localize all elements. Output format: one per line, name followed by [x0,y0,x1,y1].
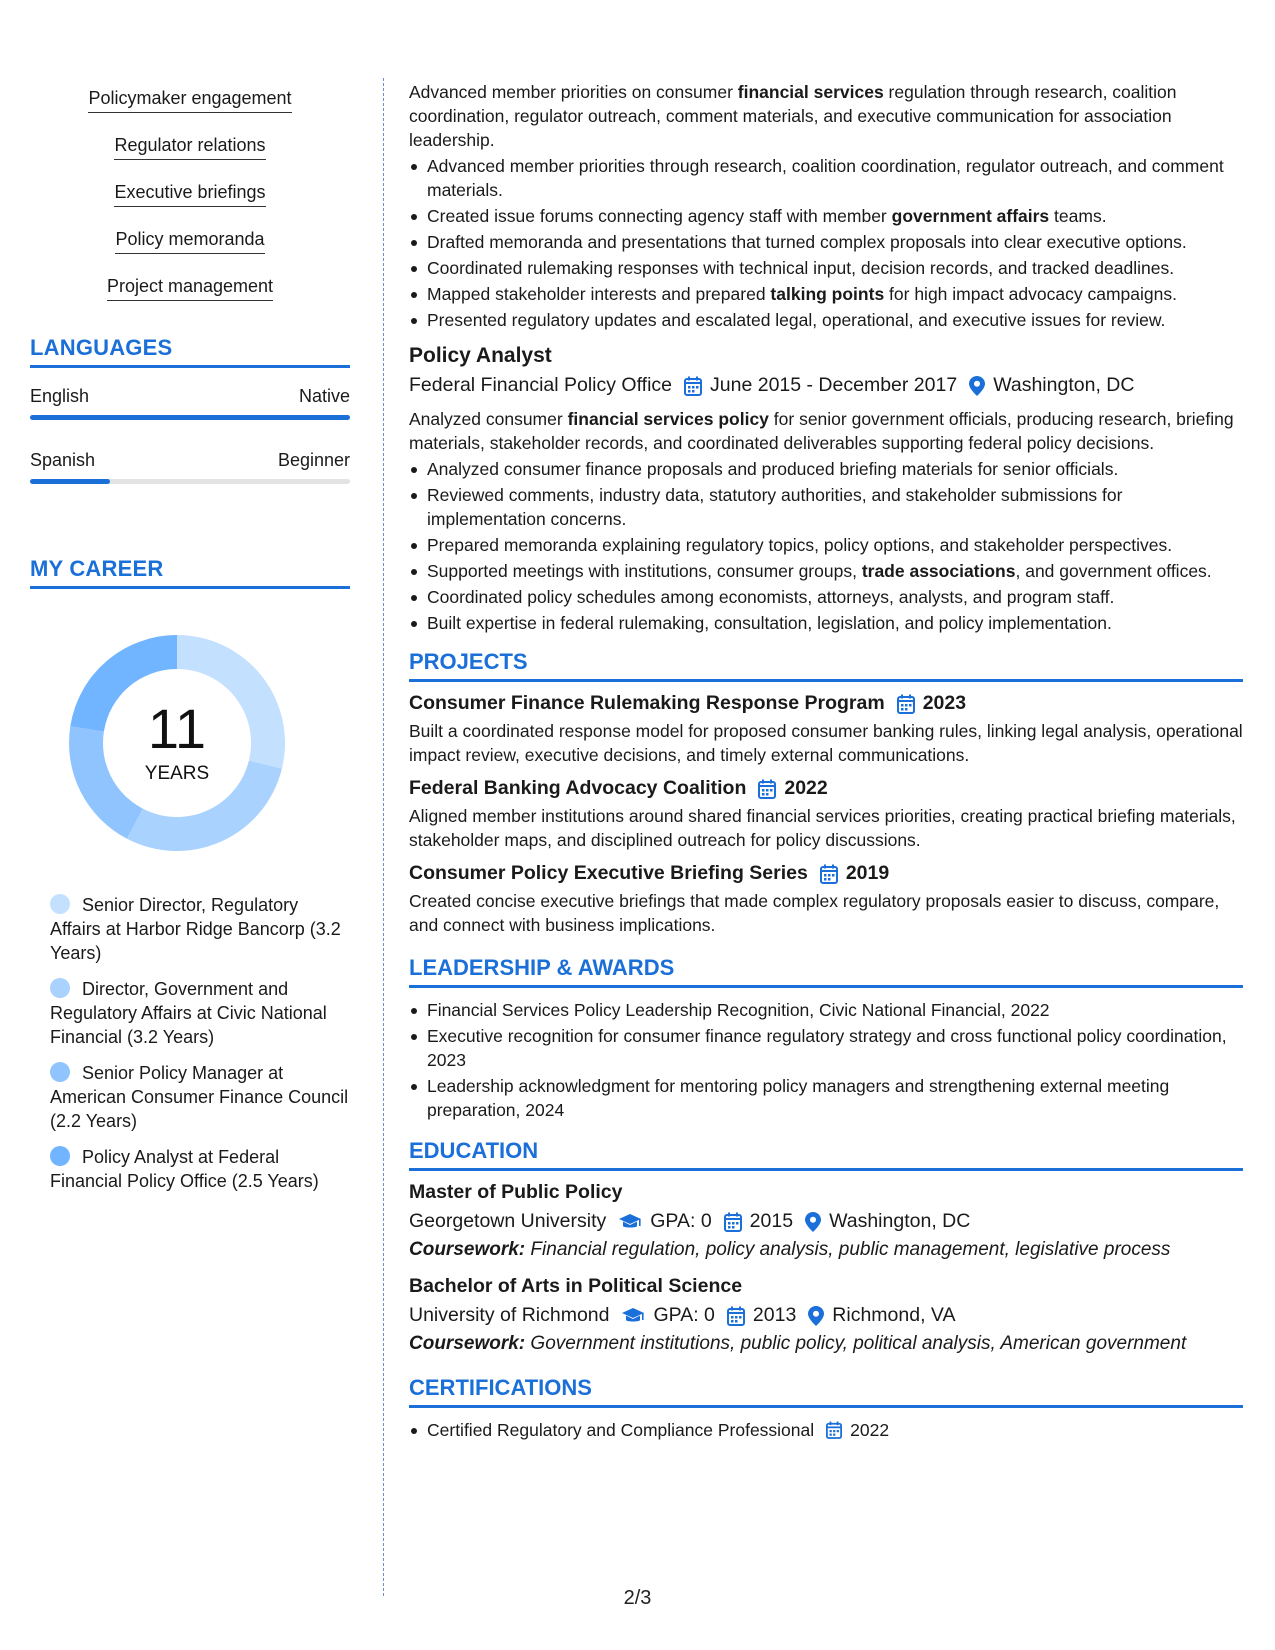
degree-title: Master of Public Policy [409,1181,623,1203]
graduation-year: 2013 [752,1304,797,1326]
awards-list [409,998,1243,1122]
project-title: Consumer Finance Rulemaking Response Program [409,692,885,714]
education-item [409,1181,1243,1261]
page-number: 2/3 [623,1587,652,1609]
coursework [409,1333,1243,1355]
calendar-icon [897,694,915,714]
calendar-icon [684,376,702,396]
calendar-icon [727,1306,745,1326]
bullet: Coordinated policy schedules among economists, attorneys, analysts, and program staff. [409,585,1243,609]
coursework-text: Financial regulation, policy analysis, public management, legislative process [525,1239,1171,1260]
legend-item [50,977,350,1049]
certification-item [409,1418,1243,1442]
education-heading: EDUCATION [409,1138,1243,1171]
bullet: Presented regulatory updates and escalated legal, operational, and executive issues for review. [409,308,1243,332]
left-column [30,80,350,1205]
project-year: 2019 [845,862,890,884]
legend-item [50,893,350,965]
job-org: Federal Financial Policy Office [409,374,673,396]
language-item [30,386,350,420]
job-summary [409,407,1243,455]
coursework-label: Coursework: [409,1333,526,1354]
project-item [409,777,1243,852]
certification-year: 2022 [850,1420,890,1440]
job-location: Washington, DC [993,374,1135,396]
legend-label: Director, Government and Regulatory Affairs at Civic National Financial (3.2 Years) [50,979,327,1047]
gpa: GPA: 0 [653,1304,715,1326]
language-level-fill [30,479,110,484]
bullet: Built expertise in federal rulemaking, consultation, legislation, and policy implementation. [409,611,1243,635]
career-donut-chart [63,629,291,857]
legend-dot [50,978,70,998]
graduation-year: 2015 [749,1210,794,1232]
award-item: Executive recognition for consumer finance regulatory strategy and cross functional policy coordination, 2023 [409,1024,1243,1072]
bullet [409,282,1243,306]
language-level: Beginner [277,450,350,470]
awards-heading: LEADERSHIP & AWARDS [409,955,1243,988]
calendar-icon [826,1421,842,1439]
language-name: Spanish [30,450,96,470]
text-bold: trade associations [861,561,1016,581]
right-column [409,80,1243,1444]
graduation-cap-icon [618,1213,642,1231]
language-level: Native [298,386,350,406]
legend-label: Senior Director, Regulatory Affairs at Harbor Ridge Bancorp (3.2 Years) [50,895,341,963]
text: Analyzed consumer [409,409,568,429]
text: teams. [1049,206,1107,226]
degree-title: Bachelor of Arts in Political Science [409,1275,743,1297]
bullet [409,204,1243,228]
text: Supported meetings with institutions, consumer groups, [427,561,862,581]
graduation-cap-icon [621,1307,645,1325]
education-meta [409,1304,1243,1327]
project-title: Consumer Policy Executive Briefing Series [409,862,808,884]
certifications-list [409,1418,1243,1442]
job-summary [409,80,1243,152]
text: for high impact advocacy campaigns. [884,284,1177,304]
job-meta [409,374,1243,397]
bullet: Coordinated rulemaking responses with technical input, decision records, and tracked deadlines. [409,256,1243,280]
location-pin-icon [969,376,985,396]
career-total-years: 11 [147,697,207,760]
legend-dot [50,1062,70,1082]
projects-heading: PROJECTS [409,649,1243,682]
certifications-heading: CERTIFICATIONS [409,1375,1243,1408]
award-item: Leadership acknowledgment for mentoring policy managers and strengthening external meeting preparation, 2024 [409,1074,1243,1122]
text: , and government offices. [1015,561,1212,581]
school-location: Washington, DC [829,1210,971,1232]
calendar-icon [758,779,776,799]
job-dates: June 2015 - December 2017 [710,374,958,396]
project-year: 2022 [784,777,828,799]
bullet: Prepared memoranda explaining regulatory topics, policy options, and stakeholder perspectives. [409,533,1243,557]
language-level-bar [30,415,350,420]
education-item [409,1275,1243,1355]
skill-item: Project management [107,276,273,301]
project-desc: Aligned member institutions around shared financial services priorities, creating practical briefing materials, stakeholder maps, and disciplined outreach for policy discussions. [409,806,1236,850]
location-pin-icon [805,1212,821,1232]
legend-dot [50,894,70,914]
legend-item [50,1145,350,1193]
text-bold: financial services [737,82,884,102]
skill-item: Policymaker engagement [88,88,291,113]
certification-name: Certified Regulatory and Compliance Professional [427,1420,815,1440]
project-desc: Built a coordinated response model for proposed consumer banking rules, linking legal analysis, operational impact review, executive decisions, and timely external communications. [409,721,1243,765]
bullet: Drafted memoranda and presentations that turned complex proposals into clear executive options. [409,230,1243,254]
project-title: Federal Banking Advocacy Coalition [409,777,747,799]
language-item [30,450,350,484]
bullet: Analyzed consumer finance proposals and produced briefing materials for senior officials. [409,457,1243,481]
job-title: Policy Analyst [409,344,552,367]
career-legend [30,893,350,1193]
calendar-icon [820,864,838,884]
education-meta [409,1210,1243,1233]
job-bullets [409,457,1243,635]
legend-label: Policy Analyst at Federal Financial Policy Office (2.5 Years) [50,1147,319,1191]
column-divider [383,78,384,1596]
skills-list [30,80,350,301]
legend-item [50,1061,350,1133]
text-bold: government affairs [891,206,1050,226]
bullet: Reviewed comments, industry data, statutory authorities, and stakeholder submissions for implementation concerns. [409,483,1243,531]
coursework-label: Coursework: [409,1239,526,1260]
skill-item: Executive briefings [114,182,265,207]
legend-label: Senior Policy Manager at American Consumer Finance Council (2.2 Years) [50,1063,349,1131]
language-level-fill [30,415,350,420]
project-desc: Created concise executive briefings that made complex regulatory proposals easier to discuss, compare, and connect with business implications. [409,891,1220,935]
coursework [409,1239,1243,1261]
text-bold: financial services policy [567,409,769,429]
text: for senior government officials, producing research, briefing materials, stakeholder records, and coordinated deliverables supporting federal policy decisions. [409,409,1234,453]
text: Mapped stakeholder interests and prepared [427,284,771,304]
text-bold: talking points [770,284,885,304]
bullet: Advanced member priorities through research, coalition coordination, regulator outreach, and comment materials. [409,154,1243,202]
school-location: Richmond, VA [832,1304,956,1326]
coursework-text: Government institutions, public policy, political analysis, American government [525,1333,1187,1354]
legend-dot [50,1146,70,1166]
donut-center [63,629,291,857]
award-item: Financial Services Policy Leadership Recognition, Civic National Financial, 2022 [409,998,1243,1022]
job-bullets [409,154,1243,332]
project-year: 2023 [922,692,967,714]
text: Created issue forums connecting agency staff with member [427,206,892,226]
location-pin-icon [808,1306,824,1326]
calendar-icon [724,1212,742,1232]
bullet [409,559,1243,583]
project-item [409,692,1243,767]
text: regulation through research, coalition coordination, regulator outreach, comment materials, and executive communication for association leadership. [409,82,1177,150]
skill-item: Regulator relations [114,135,265,160]
language-name: English [30,386,90,406]
school-name: University of Richmond [409,1304,610,1326]
school-name: Georgetown University [409,1210,607,1232]
skill-item: Policy memoranda [115,229,264,254]
languages-heading: LANGUAGES [30,335,350,368]
career-heading: MY CAREER [30,556,350,589]
text: Advanced member priorities on consumer [409,82,738,102]
language-level-bar [30,479,350,484]
career-total-label: YEARS [144,763,210,784]
gpa: GPA: 0 [650,1210,712,1232]
project-item [409,862,1243,937]
